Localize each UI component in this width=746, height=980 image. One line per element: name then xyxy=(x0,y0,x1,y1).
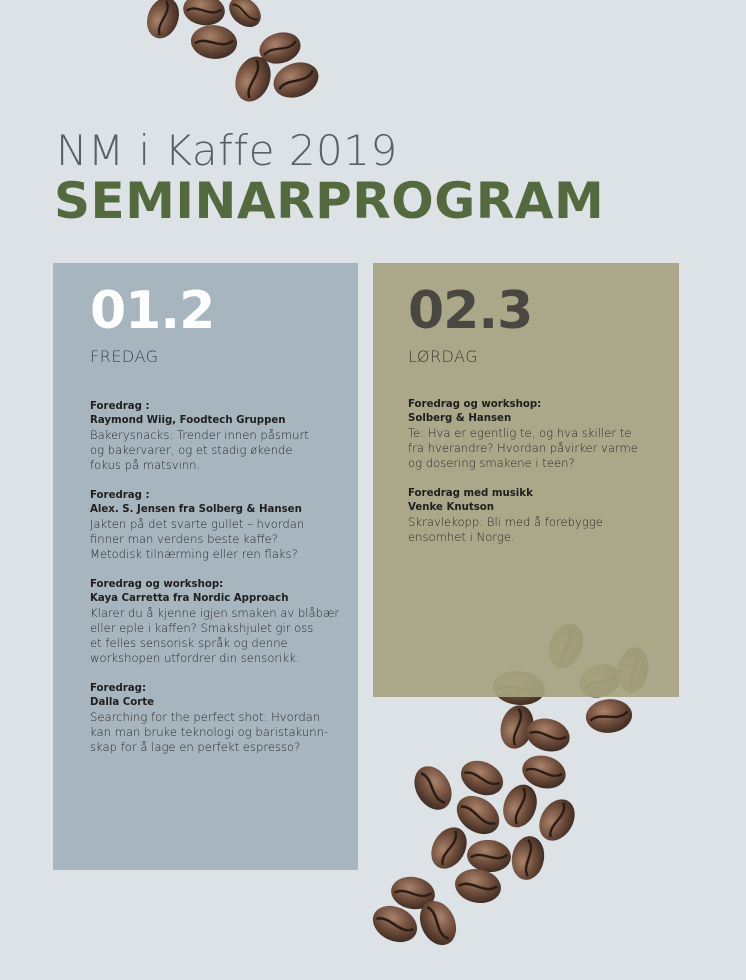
session-speaker: Kaya Carretta fra Nordic Approach xyxy=(90,593,289,604)
coffee-bean xyxy=(256,28,304,68)
session-type: Foredrag : xyxy=(90,490,150,501)
coffee-bean xyxy=(229,52,276,107)
coffee-bean xyxy=(532,793,582,847)
session-speaker: Alex. S. Jensen fra Solberg & Hansen xyxy=(90,504,302,515)
session-item xyxy=(90,578,350,666)
session-description: Jakten på det svarte gullet – hvordan finner man verdens beste kaffe? Metodisk tilnærming eller ren flaks? xyxy=(90,517,305,561)
day-weekday: LØRDAG xyxy=(408,347,479,366)
coffee-bean xyxy=(367,899,423,949)
session-item xyxy=(90,682,350,755)
coffee-bean xyxy=(497,780,542,832)
session-item xyxy=(90,400,350,473)
session-type: Foredrag: xyxy=(90,683,147,694)
session-description: Te: Hva er egentlig te, og hva skiller te fra hverandre? Hvordan påvirker varme og dosering smakene i teen? xyxy=(408,426,638,470)
coffee-bean xyxy=(508,834,547,883)
coffee-bean xyxy=(190,23,239,60)
coffee-bean xyxy=(407,760,459,817)
coffee-bean xyxy=(452,865,503,906)
session-speaker: Solberg & Hansen xyxy=(408,413,512,424)
coffee-bean xyxy=(585,697,634,734)
coffee-bean xyxy=(496,702,538,753)
day-date: 01.2 xyxy=(90,281,215,341)
session-list xyxy=(90,400,350,771)
session-type: Foredrag : xyxy=(90,401,150,412)
coffee-bean xyxy=(424,821,474,875)
session-speaker: Venke Knutson xyxy=(408,502,495,513)
coffee-bean xyxy=(389,873,438,912)
coffee-bean xyxy=(523,714,574,756)
event-name: NM i Kaffe 2019 xyxy=(56,126,398,175)
session-item xyxy=(408,487,668,545)
day-weekday: FREDAG xyxy=(90,347,159,366)
coffee-bean xyxy=(449,788,506,842)
coffee-bean xyxy=(269,56,324,103)
day-panel-saturday xyxy=(373,263,679,697)
session-description: Klarer du å kjenne igjen smaken av blåbær eller eple i kaffen? Smakshjulet gir oss et felles sensorisk språk og denne workshopen utfordrer din sensorikk. xyxy=(90,606,340,665)
session-description: Searching for the perfect shot: Hvordan kan man bruke teknologi og baristakunn- skap for å lage en perfekt espresso? xyxy=(90,710,329,754)
session-item xyxy=(90,489,350,562)
day-date: 02.3 xyxy=(408,281,533,341)
coffee-bean xyxy=(519,751,570,793)
coffee-bean xyxy=(413,895,463,951)
session-list xyxy=(408,398,668,561)
session-speaker: Raymond Wiig, Foodtech Gruppen xyxy=(90,415,286,426)
session-type: Foredrag og workshop: xyxy=(408,399,542,410)
session-item xyxy=(408,398,668,471)
session-description: Bakerysnacks: Trender innen påsmurt og bakervarer, og et stadig økende fokus på matsvinn. xyxy=(90,428,309,472)
session-type: Foredrag med musikk xyxy=(408,488,533,499)
session-description: Skravlekopp: Bli med å forebygge ensomhet i Norge. xyxy=(408,515,603,544)
coffee-bean xyxy=(142,0,185,43)
session-speaker: Dalla Corte xyxy=(90,697,155,708)
coffee-bean xyxy=(223,0,266,33)
coffee-bean xyxy=(455,754,508,802)
coffee-bean xyxy=(181,0,227,28)
page-title: SEMINARPROGRAM xyxy=(54,172,605,230)
coffee-bean xyxy=(466,838,513,874)
day-panel-friday xyxy=(53,263,358,870)
session-type: Foredrag og workshop: xyxy=(90,579,224,590)
